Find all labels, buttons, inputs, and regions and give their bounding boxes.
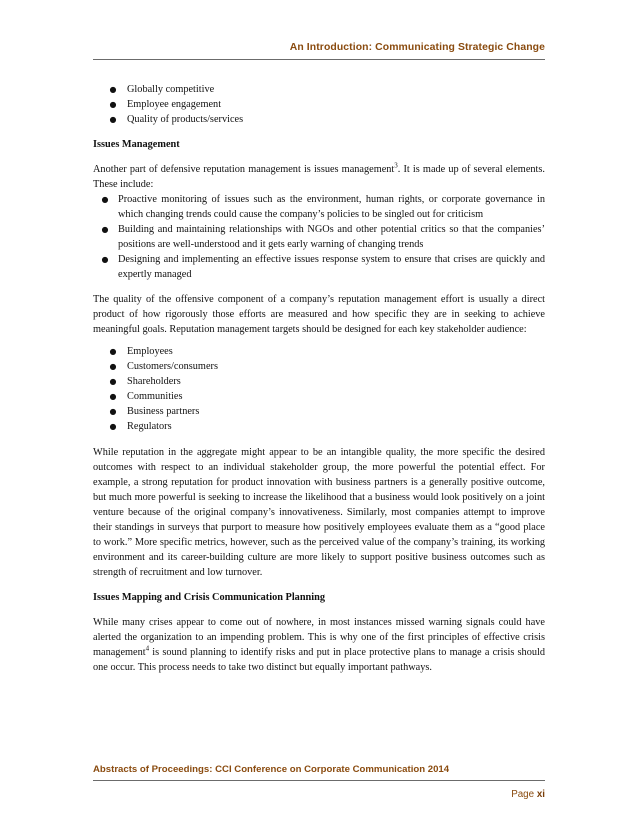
header-divider — [93, 59, 545, 60]
list-item: ● Building and maintaining relationships with NGOs and other potential critics so that the companies’ positions are well-understood and it gets early warning of changing trends — [93, 222, 545, 252]
crisis-planning-heading: Issues Mapping and Crisis Communication Planning — [93, 592, 326, 603]
bullet-icon: ● — [109, 362, 117, 371]
footnote-ref: 4 — [145, 644, 150, 653]
bullet-icon: ● — [109, 407, 117, 416]
crisis-paragraph: While many crises appear to come out of nowhere, in most instances missed warning signals could have alerted the organization to an impending problem. This is why one of the first principles of effective crisis management$^4$ is sound planning to identify risks and put in place protective plans to manage a crisis should one occur. This process needs to take two distinct but equally important pathways. — [93, 617, 545, 673]
list-item: ● Shareholders — [93, 374, 545, 389]
list-item: ● Business partners — [93, 404, 545, 419]
issues-management-heading: Issues Management — [93, 139, 180, 150]
bullet-icon: ● — [109, 85, 117, 94]
list-item: ● Communities — [93, 389, 545, 404]
running-header: An Introduction: Communicating Strategic Change — [289, 42, 545, 53]
top-bullet-list — [93, 82, 545, 127]
list-item: ● Globally competitive — [93, 82, 545, 97]
list-item: ● Regulators — [93, 419, 545, 434]
reputation-paragraph: While reputation in the aggregate might appear to be an intangible quality, the more specific the desired outcomes with respect to an individual stakeholder group, the more powerful the potential effect. For example, a strong reputation for product innovation with business partners is a generally positive outcome, but much more powerful is seeking to increase the likelihood that a business would look positively on a joint venture because of the original company’s innovativeness. Similarly, most companies attempt to improve their standings in surveys that purport to measure how positively employees evaluate them as a “good place to work.” More specific metrics, however, such as the perceived value of the company’s training, its working environment and its career-building culture are more likely to support positive business outcomes such as strength of recruitment and low turnover. — [93, 447, 545, 578]
list-item: ● Employees — [93, 344, 545, 359]
bullet-icon: ● — [101, 225, 109, 234]
page-content — [93, 82, 545, 675]
bullet-icon: ● — [109, 115, 117, 124]
bullet-icon: ● — [109, 100, 117, 109]
bullet-icon: ● — [109, 422, 117, 431]
list-item: ● Designing and implementing an effective issues response system to ensure that crises are quickly and expertly managed — [93, 252, 545, 282]
bullet-icon: ● — [109, 392, 117, 401]
footer-proceedings-title: Abstracts of Proceedings: CCI Conference on Corporate Communication 2014 — [93, 764, 450, 775]
bullet-icon: ● — [101, 255, 109, 264]
footnote-ref: 3 — [394, 161, 398, 170]
bullet-icon: ● — [109, 347, 117, 356]
footer-divider — [93, 780, 545, 781]
list-item: ● Employee engagement — [93, 97, 545, 112]
stakeholder-list — [93, 344, 545, 434]
bullet-icon: ● — [101, 195, 109, 204]
issues-management-intro: Another part of defensive reputation management is issues management$^3$. It is made up of several elements. These include: — [93, 161, 545, 190]
offensive-paragraph: The quality of the offensive component of a company’s reputation management effort is usually a direct product of how rigorously those efforts are measured and how specific they are in seeking to achieve meaningful goals. Reputation management targets should be designed for each key stakeholder audience: — [93, 294, 545, 335]
bullet-icon: ● — [109, 377, 117, 386]
list-item: ● Quality of products/services — [93, 112, 545, 127]
list-item: ● Customers/consumers — [93, 359, 545, 374]
issues-management-list — [93, 192, 545, 282]
page-number: Page xi — [511, 789, 545, 800]
list-item: ● Proactive monitoring of issues such as the environment, human rights, or corporate governance in which changing trends could cause the company’s policies to be singled out for criticism — [93, 192, 545, 222]
